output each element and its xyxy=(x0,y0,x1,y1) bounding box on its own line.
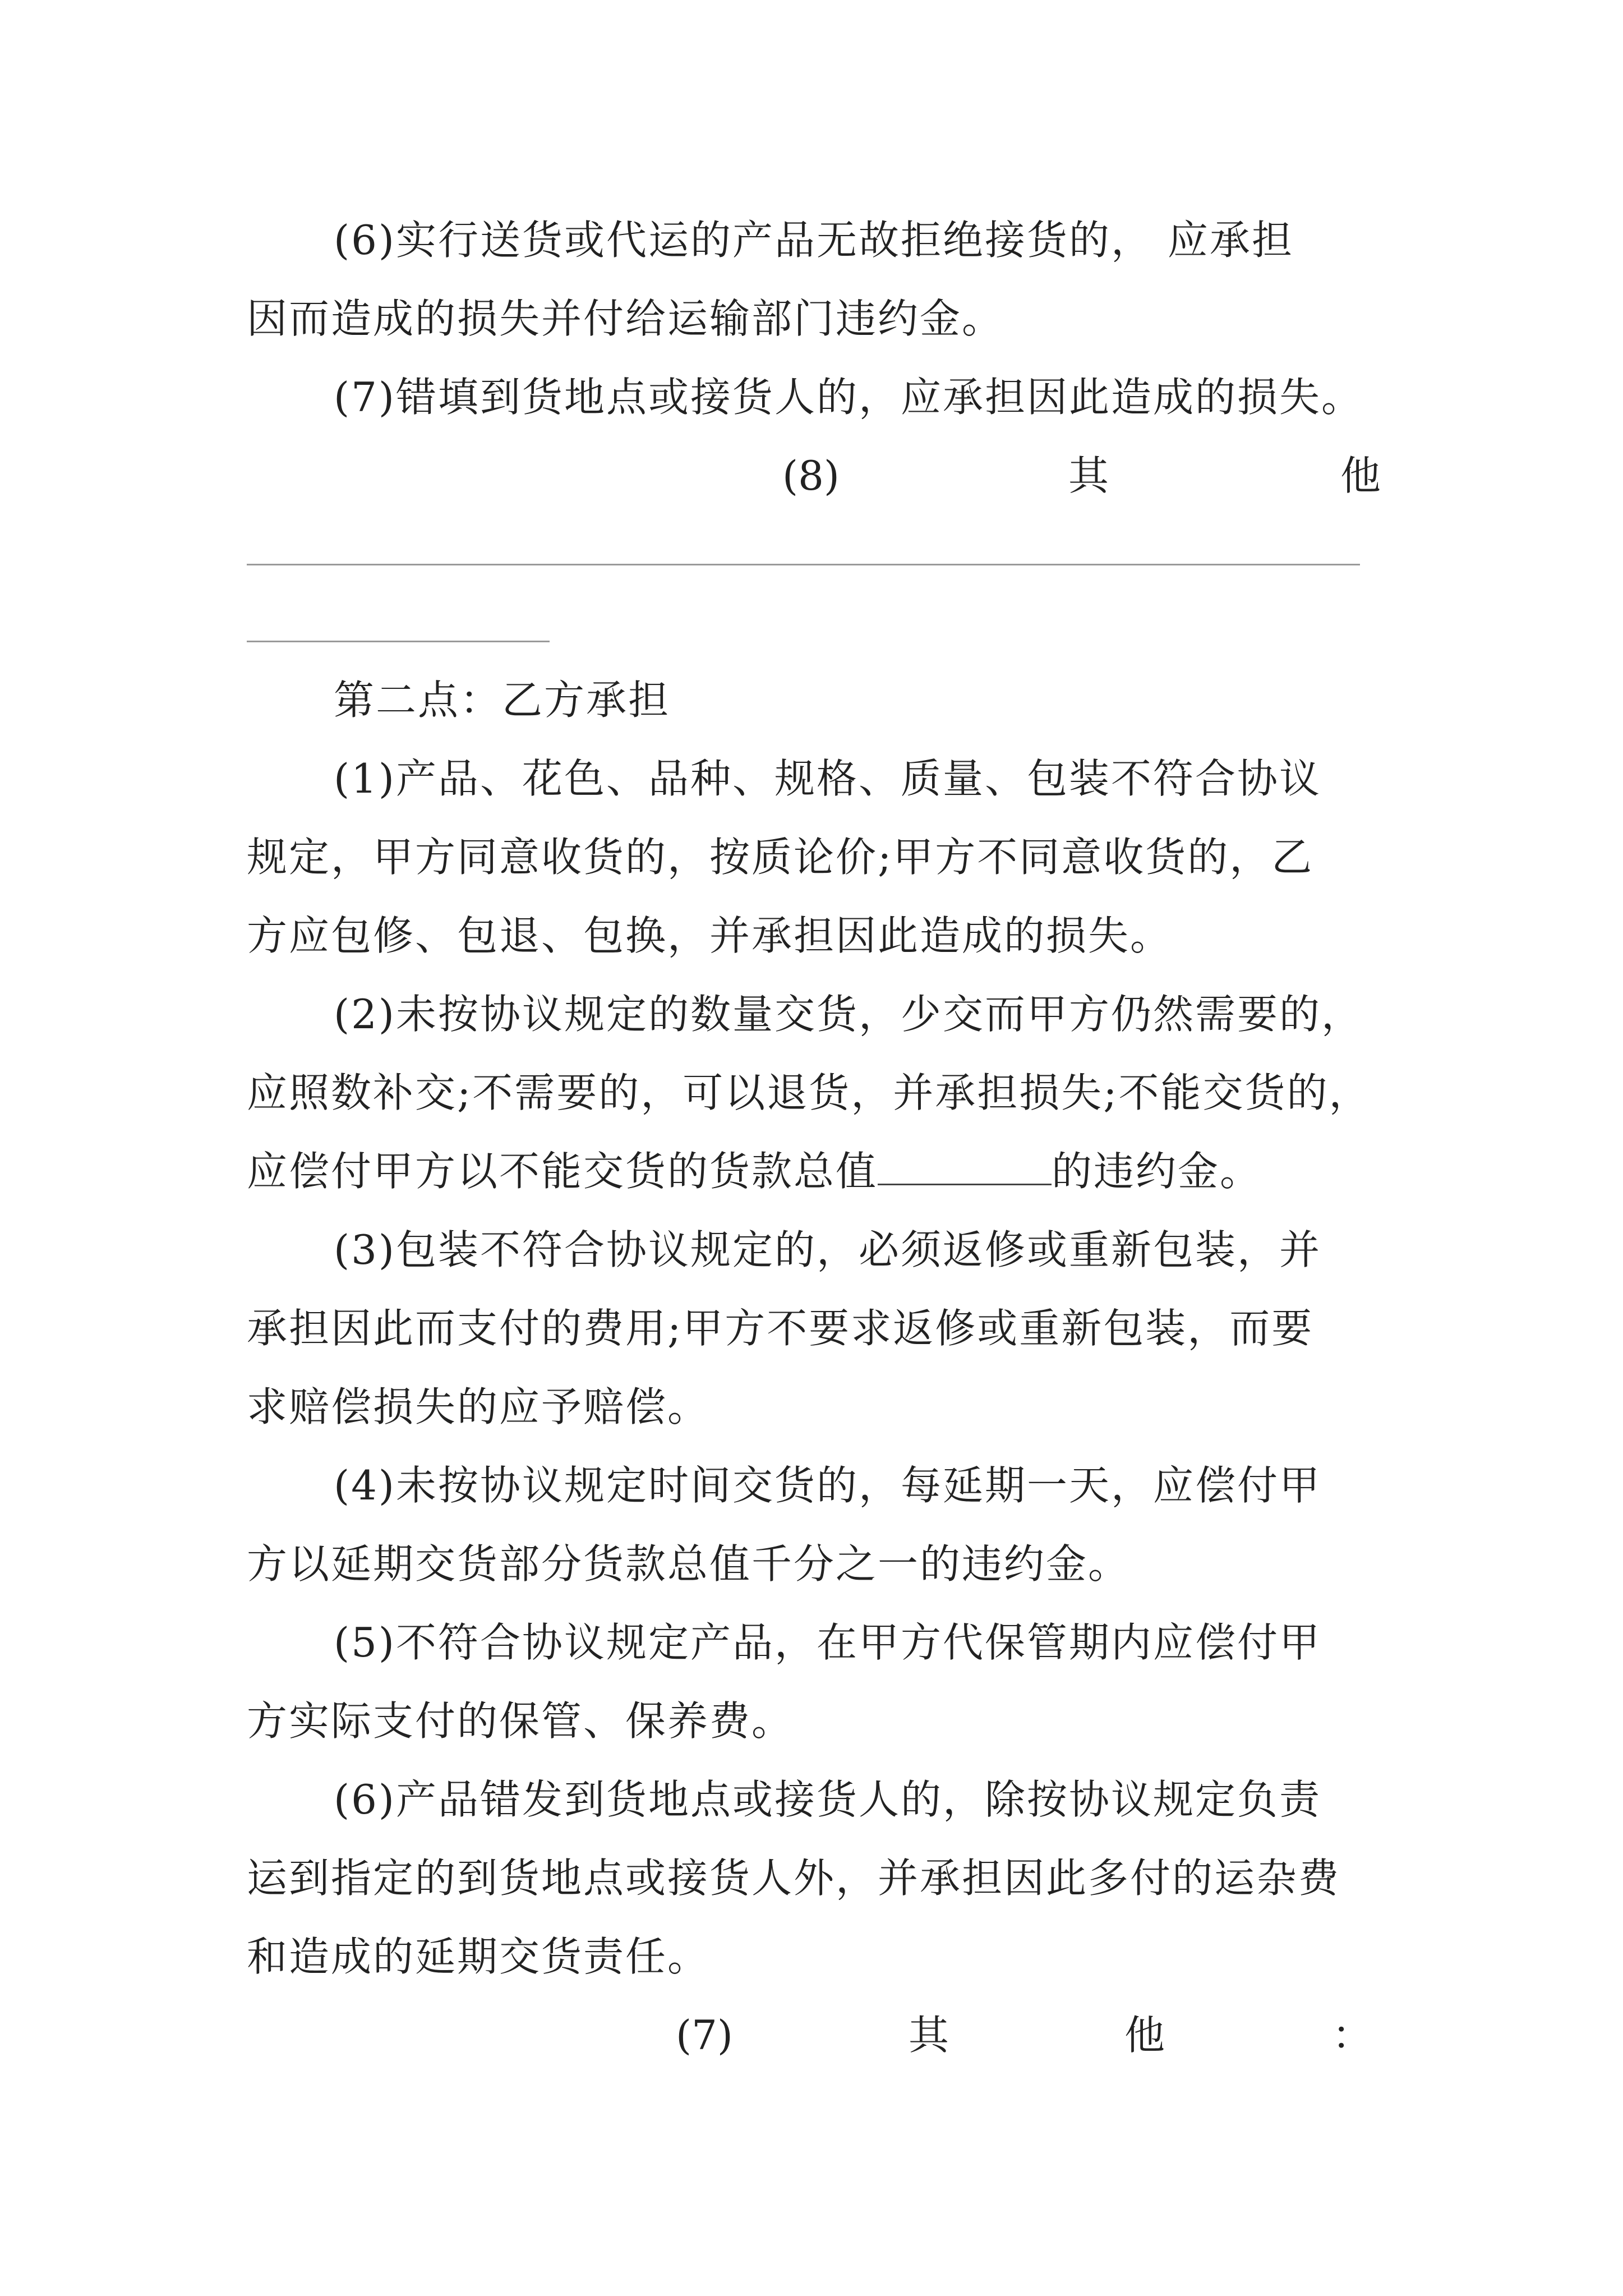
clause-8-word-1: 其 xyxy=(1068,452,1109,499)
clause-2-4-line-1: (4)未按协议规定时间交货的，每延期一天，应偿付甲 xyxy=(334,1462,1321,1509)
clause-2-6-line-3: 和造成的延期交货责任。 xyxy=(247,1933,710,1980)
clause-2-7-number: (7) xyxy=(676,2012,733,2059)
clause-2-2-line-3-after: 的违约金。 xyxy=(1052,1148,1262,1195)
amount-blank xyxy=(878,1143,1052,1185)
clause-2-3-line-2: 承担因此而支付的费用;甲方不要求返修或重新包装，而要 xyxy=(247,1305,1314,1352)
clause-2-7-word-1: 其 xyxy=(909,2012,949,2059)
clause-6-line-2: 因而造成的损失并付给运输部门违约金。 xyxy=(247,295,1004,342)
fill-in-rule-short xyxy=(247,641,550,642)
clause-2-6-line-1: (6)产品错发到货地点或接货人的，除按协议规定负责 xyxy=(334,1776,1321,1823)
fill-in-rule-long xyxy=(247,564,1360,565)
clause-2-2-line-1: (2)未按协议规定的数量交货，少交而甲方仍然需要的， xyxy=(334,991,1363,1038)
clause-2-3-line-3: 求赔偿损失的应予赔偿。 xyxy=(247,1383,710,1430)
clause-2-1-line-1: (1)产品、花色、品种、规格、质量、包装不符合协议 xyxy=(334,755,1321,802)
clause-2-3-line-1: (3)包装不符合协议规定的，必须返修或重新包装，并 xyxy=(334,1226,1321,1273)
clause-2-5-line-2: 方实际支付的保管、保养费。 xyxy=(247,1697,794,1745)
clause-2-1-line-2: 规定，甲方同意收货的，按质论价;甲方不同意收货的，乙 xyxy=(247,834,1314,881)
clause-8-number: (8) xyxy=(782,452,840,499)
clause-2-2-line-3 xyxy=(247,1143,1262,1199)
clause-2-6-line-2: 运到指定的到货地点或接货人外，并承担因此多付的运杂费 xyxy=(247,1855,1341,1902)
clause-2-7-word-2: 他 xyxy=(1124,2012,1165,2059)
clause-8-word-2: 他 xyxy=(1340,452,1381,499)
clause-2-5-line-1: (5)不符合协议规定产品，在甲方代保管期内应偿付甲 xyxy=(334,1619,1321,1666)
section-heading: 第二点：乙方承担 xyxy=(334,677,671,724)
clause-2-2-line-2: 应照数补交;不需要的，可以退货，并承担损失;不能交货的， xyxy=(247,1069,1371,1116)
clause-7-line-1: (7)错填到货地点或接货人的，应承担因此造成的损失。 xyxy=(334,374,1363,421)
clause-6-line-1: (6)实行送货或代运的产品无故拒绝接货的， 应承担 xyxy=(334,217,1294,264)
clause-2-1-line-3: 方应包修、包退、包换，并承担因此造成的损失。 xyxy=(247,912,1173,959)
clause-2-7-colon: ： xyxy=(1332,2012,1373,2059)
clause-2-2-line-3-before: 应偿付甲方以不能交货的货款总值 xyxy=(247,1148,878,1195)
clause-2-4-line-2: 方以延期交货部分货款总值千分之一的违约金。 xyxy=(247,1540,1131,1588)
